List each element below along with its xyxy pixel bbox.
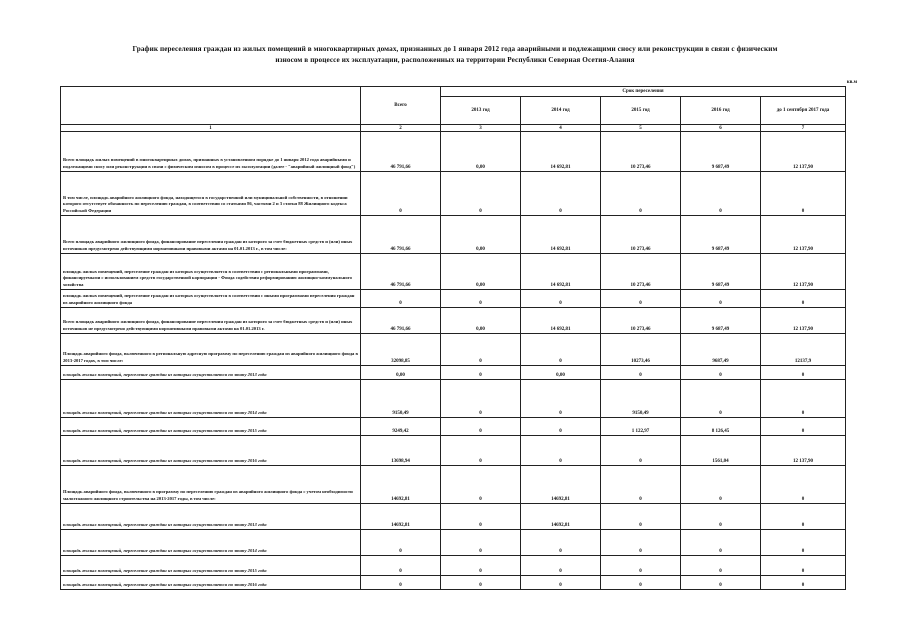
value-cell: 0 <box>441 334 521 366</box>
value-cell: 0 <box>361 172 441 216</box>
unit-label: кв.м <box>846 80 857 85</box>
value-cell: 0 <box>761 290 846 308</box>
value-cell: 0,00 <box>441 216 521 254</box>
value-cell: 0 <box>761 576 846 590</box>
value-cell: 46 791,66 <box>361 308 441 334</box>
row-label: площадь жилых помещений, переселение граждан из которых осуществляется в соответствии с региональными программами, финансируемыми с использованием средств государственной корпорации - Фонда содействия реформированию жилищно-коммунального хозяйства <box>61 254 361 290</box>
value-cell: 10 273,46 <box>601 254 681 290</box>
value-cell: 9150,49 <box>601 380 681 418</box>
value-cell: 0 <box>601 576 681 590</box>
index-cell: 2 <box>361 125 441 132</box>
row-label: площадь жилых помещений, переселение граждан из которых осуществляется по этапу 2013 года <box>61 366 361 380</box>
value-cell: 9150,49 <box>361 380 441 418</box>
index-cell: 4 <box>521 125 601 132</box>
value-cell: 46 791,66 <box>361 216 441 254</box>
index-cell: 1 <box>61 125 361 132</box>
value-cell: 9 687,49 <box>681 254 761 290</box>
value-cell: 14 692,81 <box>521 216 601 254</box>
value-cell: 0 <box>681 380 761 418</box>
index-cell: 7 <box>761 125 846 132</box>
row-label: Площадь аварийного фонда, включенного в программу по переселению граждан из аварийного жилищного фонда с учетом необходимости малоэтажного жилищного строительства на 2013-2017 годы, в том числе: <box>61 466 361 504</box>
value-cell: 0 <box>441 504 521 530</box>
row-label: площадь жилых помещений, переселение граждан из которых осуществляется по этапу 2014 года <box>61 530 361 556</box>
header-year: 2013 год <box>441 97 521 125</box>
table-body <box>61 132 846 590</box>
value-cell: 0 <box>361 290 441 308</box>
value-cell: 0 <box>761 530 846 556</box>
value-cell: 10 273,46 <box>601 132 681 172</box>
value-cell: 0 <box>681 576 761 590</box>
value-cell: 9687,49 <box>681 334 761 366</box>
value-cell: 10 273,46 <box>601 308 681 334</box>
value-cell: 0 <box>681 290 761 308</box>
value-cell: 0 <box>441 530 521 556</box>
value-cell: 12 137,90 <box>761 308 846 334</box>
value-cell: 32098,85 <box>361 334 441 366</box>
row-label: площадь жилых помещений, переселение граждан из которых осуществляется по этапу 2016 года <box>61 576 361 590</box>
value-cell: 0 <box>601 504 681 530</box>
table-row <box>61 576 846 590</box>
value-cell: 12 137,90 <box>761 216 846 254</box>
value-cell: 0 <box>521 418 601 436</box>
value-cell: 14692,81 <box>521 504 601 530</box>
header-year: 2015 год <box>601 97 681 125</box>
row-label: площадь жилых помещений, переселение граждан из которых осуществляется по этапу 2014 года <box>61 380 361 418</box>
table-row <box>61 132 846 172</box>
value-cell: 0 <box>361 576 441 590</box>
value-cell: 0 <box>441 466 521 504</box>
header-total: Всего <box>361 87 441 125</box>
value-cell: 0,00 <box>441 308 521 334</box>
value-cell: 0 <box>441 380 521 418</box>
value-cell: 0 <box>761 366 846 380</box>
value-cell: 0 <box>441 366 521 380</box>
value-cell: 14 692,81 <box>521 308 601 334</box>
value-cell: 0,00 <box>361 366 441 380</box>
value-cell: 0 <box>681 466 761 504</box>
value-cell: 9 687,49 <box>681 308 761 334</box>
table-row <box>61 334 846 366</box>
value-cell: 0 <box>521 556 601 576</box>
table-row <box>61 530 846 556</box>
value-cell: 0,00 <box>441 254 521 290</box>
row-label: площадь жилых помещений, переселение граждан из которых осуществляется по этапу 2015 года <box>61 418 361 436</box>
value-cell: 0 <box>521 380 601 418</box>
value-cell: 9 687,49 <box>681 132 761 172</box>
value-cell: 0 <box>681 172 761 216</box>
value-cell: 0 <box>681 504 761 530</box>
value-cell: 0 <box>601 466 681 504</box>
value-cell: 0 <box>601 366 681 380</box>
value-cell: 10273,46 <box>601 334 681 366</box>
row-label: площадь жилых помещений, переселение граждан из которых осуществляется по этапу 2016 года <box>61 436 361 466</box>
value-cell: 14 692,81 <box>521 254 601 290</box>
table-row <box>61 172 846 216</box>
value-cell: 0 <box>361 556 441 576</box>
row-label: Всего площадь аварийного жилищного фонда, финансирование переселения граждан из которого за счет бюджетных средств и (или) иных источников не предусмотрено действующими нормативными правовыми актами на 01.01.2013 г. <box>61 308 361 334</box>
value-cell: 0 <box>441 556 521 576</box>
row-label: В том числе, площадь аварийного жилищного фонда, находящегося в государственной или муниципальной собственности, в отношении которого отсутствует обязанность по переселению граждан, в соответствии со статьями 86, частями 2 и 3 статьи 88 Жилищного кодекса Российской Федерации <box>61 172 361 216</box>
value-cell: 0 <box>521 172 601 216</box>
value-cell: 0 <box>761 418 846 436</box>
value-cell: 0 <box>761 172 846 216</box>
value-cell: 12 137,90 <box>761 436 846 466</box>
row-label: Площадь аварийного фонда, включенного в региональную адресную программу по переселению граждан из аварийного жилищного фонда в 2013-2017 годах, в том числе: <box>61 334 361 366</box>
row-label: площадь жилых помещений, переселение граждан из которых осуществляется по этапу 2015 года <box>61 556 361 576</box>
value-cell: 0 <box>681 530 761 556</box>
value-cell: 46 791,66 <box>361 132 441 172</box>
value-cell: 0,00 <box>521 366 601 380</box>
table-row <box>61 466 846 504</box>
title-line-2: износом в процессе их эксплуатации, расположенных на территории Республики Северная Осетия-Алания <box>275 56 635 64</box>
value-cell: 0 <box>441 290 521 308</box>
value-cell: 0 <box>681 366 761 380</box>
index-cell: 5 <box>601 125 681 132</box>
value-cell: 0 <box>601 172 681 216</box>
value-cell: 12 137,90 <box>761 254 846 290</box>
value-cell: 9 687,49 <box>681 216 761 254</box>
table-row <box>61 380 846 418</box>
document-title <box>70 44 840 66</box>
table-row <box>61 366 846 380</box>
value-cell: 0 <box>521 334 601 366</box>
table-row <box>61 308 846 334</box>
value-cell: 0 <box>521 436 601 466</box>
header-year: 2016 год <box>681 97 761 125</box>
table-row <box>61 504 846 530</box>
value-cell: 0 <box>761 380 846 418</box>
index-cell: 3 <box>441 125 521 132</box>
value-cell: 0 <box>521 530 601 556</box>
table-row <box>61 290 846 308</box>
value-cell: 14692,81 <box>361 504 441 530</box>
table-row <box>61 556 846 576</box>
value-cell: 14692,81 <box>521 466 601 504</box>
value-cell: 46 791,66 <box>361 254 441 290</box>
value-cell: 8 126,45 <box>681 418 761 436</box>
value-cell: 0 <box>521 290 601 308</box>
value-cell: 1 122,97 <box>601 418 681 436</box>
value-cell: 0 <box>601 530 681 556</box>
value-cell: 1561,04 <box>681 436 761 466</box>
table-row <box>61 436 846 466</box>
row-label: площадь жилых помещений, переселение граждан из которых осуществляется по этапу 2013 года <box>61 504 361 530</box>
value-cell: 9249,42 <box>361 418 441 436</box>
value-cell: 0 <box>521 576 601 590</box>
table-row <box>61 254 846 290</box>
value-cell: 12137,9 <box>761 334 846 366</box>
header-blank <box>61 87 361 125</box>
value-cell: 0 <box>361 530 441 556</box>
value-cell: 0,00 <box>441 132 521 172</box>
value-cell: 12 137,90 <box>761 132 846 172</box>
value-cell: 0 <box>761 556 846 576</box>
index-cell: 6 <box>681 125 761 132</box>
resettlement-table <box>60 86 846 590</box>
value-cell: 14692,81 <box>361 466 441 504</box>
row-label: Всего площадь аварийного жилищного фонда, финансирование переселения граждан из которого за счет бюджетных средств и (или) иных источников предусмотрено действующими нормативными правовыми актами на 01.01.2013 г., в том числе: <box>61 216 361 254</box>
value-cell: 0 <box>761 504 846 530</box>
value-cell: 0 <box>601 436 681 466</box>
row-label: Всего площадь жилых помещений в многоквартирных домах, признанных в установленном порядке до 1 января 2012 года аварийными и подлежащими сносу или реконструкции в связи с физическим износом в процессе их эксплуатации (далее - "аварийный жилищный фонд") <box>61 132 361 172</box>
value-cell: 0 <box>601 556 681 576</box>
value-cell: 10 273,46 <box>601 216 681 254</box>
value-cell: 0 <box>441 436 521 466</box>
value-cell: 0 <box>601 290 681 308</box>
value-cell: 0 <box>441 418 521 436</box>
value-cell: 14 692,81 <box>521 132 601 172</box>
value-cell: 0 <box>441 576 521 590</box>
header-term-group: Срок переселения <box>441 87 846 97</box>
value-cell: 0 <box>681 556 761 576</box>
value-cell: 0 <box>441 172 521 216</box>
row-label: площадь жилых помещений, переселение граждан из которых осуществляется в соответствии с иными программами переселения граждан из аварийного жилищного фонда <box>61 290 361 308</box>
header-year: до 1 сентября 2017 года <box>761 97 846 125</box>
index-row <box>61 125 846 132</box>
value-cell: 0 <box>761 466 846 504</box>
table-row <box>61 216 846 254</box>
table-row <box>61 418 846 436</box>
value-cell: 13698,94 <box>361 436 441 466</box>
title-line-1: График переселения граждан из жилых помещений в многоквартирных домах, признанных до 1 января 2012 года аварийными и подлежащими сносу или реконструкции в связи с физическим <box>132 45 778 53</box>
header-year: 2014 год <box>521 97 601 125</box>
